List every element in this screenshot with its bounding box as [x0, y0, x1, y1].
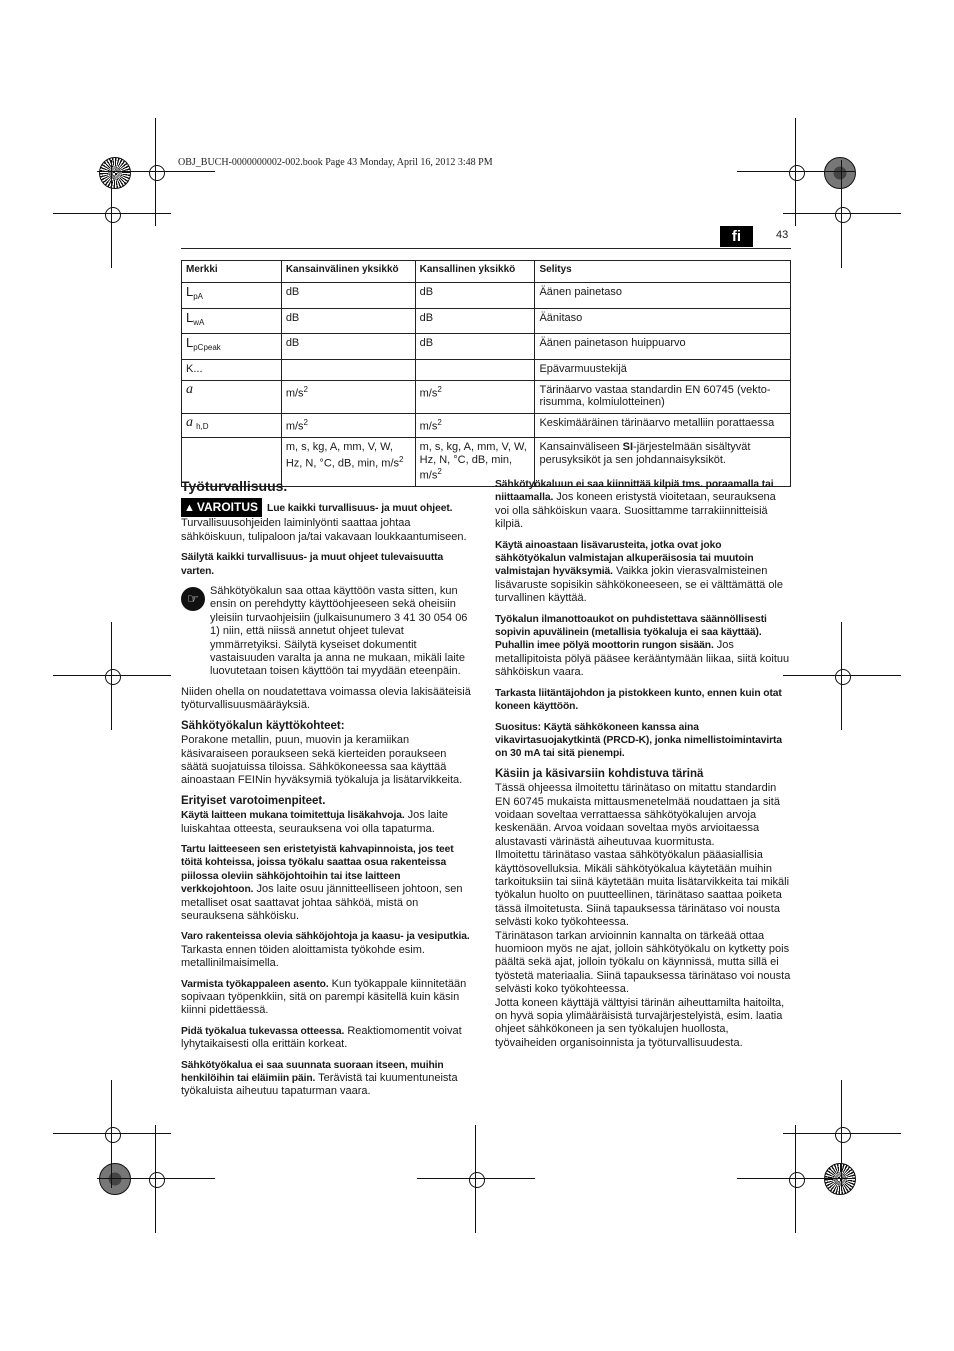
column-header: Merkki	[182, 261, 282, 283]
crop-mark-bottom-right	[782, 1165, 810, 1193]
units-table	[181, 260, 791, 487]
right-column	[495, 478, 791, 1057]
vibration-paragraph: Tärinätason tarkan arvioinnin kannalta on tärkeää ottaa huomioon myös ne ajat, jolloin sähkötyökalu on kytketty pois päältä sekä ajat, jolloin työkalu on käynnissä, mutta sillä ei työstetä materiaalia. Siinä tapauksessa tärinätaso voi nousta selvästi koko työkohteessa.	[495, 929, 791, 996]
crop-mark-mid-right	[828, 662, 856, 690]
read-manual-block	[181, 585, 471, 686]
column-header: Kansainvälinen yksikkö	[281, 261, 415, 283]
page-number: 43	[776, 229, 789, 241]
usage-paragraph: Porakone metallin, puun, muovin ja keramiikan käsivaraiseen poraukseen sekä kierteiden poraukseen säätä suojatuissa tiloissa. Sähkökoneessa saa käyttää ainoastaan FEINin hyväksymiä työkaluja ja lisätarvikkeita.	[181, 734, 463, 787]
symbol-cell: a	[182, 380, 282, 413]
registration-rosette-top-right	[824, 157, 856, 189]
precaution-item: Käytä ainoastaan lisävarusteita, jotka ovat joko sähkötyökalun valmistajan alkuperäisosia tai muutoin valmistajan hyväksymiä. Vaikka jokin vierasvalmisteinen lisävaruste sopisikin sähkökoneeseen, se ei välttämättä ole turvallinen käyttää.	[495, 539, 783, 605]
description-cell: Keskimääräinen tärinäarvo metalliin porattaessa	[535, 413, 791, 438]
language-badge: fi	[720, 226, 753, 247]
national-unit-cell: dB	[415, 334, 535, 360]
column-header: Selitys	[535, 261, 791, 283]
crop-mark-upper-left	[98, 200, 126, 228]
column-header: Kansallinen yksikkö	[415, 261, 535, 283]
precaution-item: Varmista työkappaleen asento. Kun työkappale kiinnitetään sopivaan työpenkkiin, sitä on parempi käsitellä kuin käsin kiinni pidettäessä.	[181, 977, 467, 1017]
read-manual-icon: ☞	[181, 587, 205, 611]
national-unit-cell: m, s, kg, A, mm, V, W, Hz, N, °C, dB, min, $m/s^2$	[415, 438, 535, 487]
crop-mark-bottom-center	[462, 1165, 490, 1193]
vibration-paragraph: Ilmoitettu tärinätaso vastaa sähkötyökalun pääasiallisia käyttösovelluksia. Mikäli sähkötyökalua käytetään muihin tarkoituksiin tai siinä käytetään muita lisätarvikkeita tai mikäli työkalun huolto on puutteellinen, tärinätaso saattaa poiketa tässä ilmoitetusta. Siinä tapauksessa tärinätaso voi nousta selvästi koko työkohteessa.	[495, 849, 790, 929]
regulations-paragraph: Niiden ohella on noudatettava voimassa olevia lakisääteisiä työturvallisuusmääräyksiä.	[181, 685, 471, 712]
description-cell: Äänen painetason huippuarvo	[535, 334, 791, 360]
section-title: Työturvallisuus.	[181, 478, 288, 494]
precaution-item: Suositus: Käytä sähkökoneen kanssa aina vikavirtasuojakytkintä (PRCD-K), jonka nimellistoimintavirta on 30 mA tai sitä pienempi.	[495, 721, 782, 760]
description-cell: Äänitaso	[535, 308, 791, 334]
registration-rosette-bottom-right	[824, 1163, 856, 1195]
print-header: OBJ_BUCH-0000000002-002.book Page 43 Monday, April 16, 2012 3:48 PM	[178, 157, 493, 168]
symbol-cell: K...	[182, 360, 282, 381]
precaution-item: Sähkötyökaluun ei saa kiinnittää kilpiä tms. poraamalla tai niittaamalla. Jos koneen eristystä vioitetaan, seurauksena voi olla sähköiskun vaara. Suosittamme tarrakiinnitteisiä kilpiä.	[495, 479, 776, 531]
table-row	[182, 334, 791, 360]
manual-paragraph: Sähkötyökalun saa ottaa käyttöön vasta sitten, kun ensin on perehdytty käyttöohjeeseen sekä oheisiin yleisiin turvaohjeisiin (julkaisunumero 3 41 30 054 06 1) niin, että niissä annetut ohjeet tulevat ymmärretyiksi. Säilytä kyseiset dokumentit vastaisuuden varalta ja anna ne mukaan, mikäli laite luovutetaan toisen käyttöön tai myydään eteenpäin.	[210, 585, 468, 678]
precaution-item: Käytä laitteen mukana toimitettuja lisäkahvoja. Jos laite luiskahtaa otteesta, seurauksena voi olla tapaturma.	[181, 809, 449, 835]
table-header-row	[182, 261, 791, 283]
warning-badge: ▲ VAROITUS	[181, 498, 262, 517]
usage-heading: Sähkötyökalun käyttökohteet:	[181, 719, 345, 732]
national-unit-cell: $m/s^2$	[415, 380, 535, 413]
crop-mark-top-left	[142, 158, 170, 186]
warning-triangle-icon: ▲	[184, 502, 195, 515]
description-cell: Äänen painetaso	[535, 283, 791, 309]
intl-unit-cell: $m/s^2$	[281, 413, 415, 438]
description-cell: Kansainväliseen SI-järjestelmään sisältyvät perusyksiköt ja sen johdannaisyksiköt.	[535, 438, 791, 487]
national-unit-cell	[415, 360, 535, 381]
vibration-paragraph: Jotta koneen käyttäjä välttyisi tärinän aiheuttamilta haitoilta, on hyvä sopia ylimääräisistä turvajärjestelyistä, esim. laatia ohjeet sähkökoneen ja sen työkalujen huollosta, työvaiheiden organisoinnista ja työturvallisuudesta.	[495, 996, 785, 1049]
registration-rosette-bottom-left	[99, 1163, 131, 1195]
symbol-cell: a $_{h,D}$	[182, 413, 282, 438]
vibration-heading: Käsiin ja käsivarsiin kohdistuva tärinä	[495, 767, 704, 780]
table-row	[182, 308, 791, 334]
crop-mark-lower-left	[98, 1120, 126, 1148]
table-row	[182, 283, 791, 309]
table-row	[182, 380, 791, 413]
vibration-paragraph: Tässä ohjeessa ilmoitettu tärinätaso on mitattu standardin EN 60745 mukaista mittausmenetelmää noudattaen ja sitä voidaan soveltaa verrattaessa sähkötyökalujen arvoja keskenään. Arvoa voidaan soveltaa myös arvioitaessa alustavasti värinästä aiheutuvaa kuormitusta.	[495, 782, 780, 848]
precaution-item: Varo rakenteissa olevia sähköjohtoja ja kaasu- ja vesiputkia. Tarkasta ennen töiden aloittamista työkohde esim. metallinilmaisimella.	[181, 931, 470, 970]
intl-unit-cell: dB	[281, 283, 415, 309]
symbol-cell: $L_{pA}$	[182, 283, 282, 309]
precaution-item: Työkalun ilmanottoaukot on puhdistettava säännöllisesti sopivin apuvälinein (metallisia työkaluja ei saa käyttää). Puhallin imee pölyä moottorin rungon sisään. Jos metallipitoista pölyä pääsee kerääntymään liikaa, siitä koituu sähköiskun vaara.	[495, 613, 790, 679]
symbol-cell: $L_{pCpeak}$	[182, 334, 282, 360]
crop-mark-upper-right	[828, 200, 856, 228]
crop-mark-bottom-left	[142, 1165, 170, 1193]
header-rule	[181, 248, 791, 249]
national-unit-cell: $m/s^2$	[415, 413, 535, 438]
special-precautions-heading: Erityiset varotoimenpiteet.	[181, 794, 326, 807]
description-cell: Tärinäarvo vastaa standardin EN 60745 (vekto-risumma, kolmiulotteinen)	[535, 380, 791, 413]
symbol-cell: $L_{wA}$	[182, 308, 282, 334]
precaution-item: Tarkasta liitäntäjohdon ja pistokkeen kunto, ennen kuin otat koneen käyttöön.	[495, 687, 782, 713]
left-column	[181, 478, 471, 1106]
precaution-item: Sähkötyökalua ei saa suunnata suoraan itseen, muihin henkilöihin tai eläimiin päin. Terävistä tai kuumentuneista työkaluista aiheutuu tapaturman vaara.	[181, 1059, 458, 1098]
crop-mark-lower-right	[828, 1120, 856, 1148]
national-unit-cell: dB	[415, 308, 535, 334]
description-cell: Epävarmuustekijä	[535, 360, 791, 381]
precaution-item: Pidä työkalua tukevassa otteessa. Reaktiomomentit voivat lyhytaikaisesti olla erittäin korkeat.	[181, 1024, 462, 1051]
national-unit-cell: dB	[415, 283, 535, 309]
crop-mark-mid-left	[98, 662, 126, 690]
table-row	[182, 360, 791, 381]
table-row	[182, 413, 791, 438]
keep-instructions-note: Säilytä kaikki turvallisuus- ja muut ohjeet tulevaisuutta varten.	[181, 552, 444, 577]
intl-unit-cell	[281, 360, 415, 381]
intl-unit-cell: $m/s^2$	[281, 380, 415, 413]
intl-unit-cell: dB	[281, 308, 415, 334]
registration-rosette-top-left	[99, 157, 131, 189]
crop-mark-top-right	[782, 158, 810, 186]
warning-paragraph: ▲ VAROITUS Lue kaikki turvallisuus- ja muut ohjeet. Turvallisuusohjeiden laiminlyönti saattaa johtaa sähköiskuun, tulipaloon ja/tai vakavaan loukkaantumiseen.	[181, 500, 467, 543]
intl-unit-cell: m, s, kg, A, mm, V, W, Hz, N, °C, dB, min, $m/s^2$	[281, 438, 415, 487]
intl-unit-cell: dB	[281, 334, 415, 360]
precaution-item: Tartu laitteeseen sen eristetyistä kahvapinnoista, jos teet töitä kohteissa, joissa työkalu saattaa osua rakenteissa piilossa oleviin sähköjohtoihin tai itse laitteen verkkojohtoon. Jos laite osuu jännitteelliseen johtoon, sen metalliset osat saattavat johtaa sähköä, mistä on seurauksena sähköisku.	[181, 843, 463, 922]
